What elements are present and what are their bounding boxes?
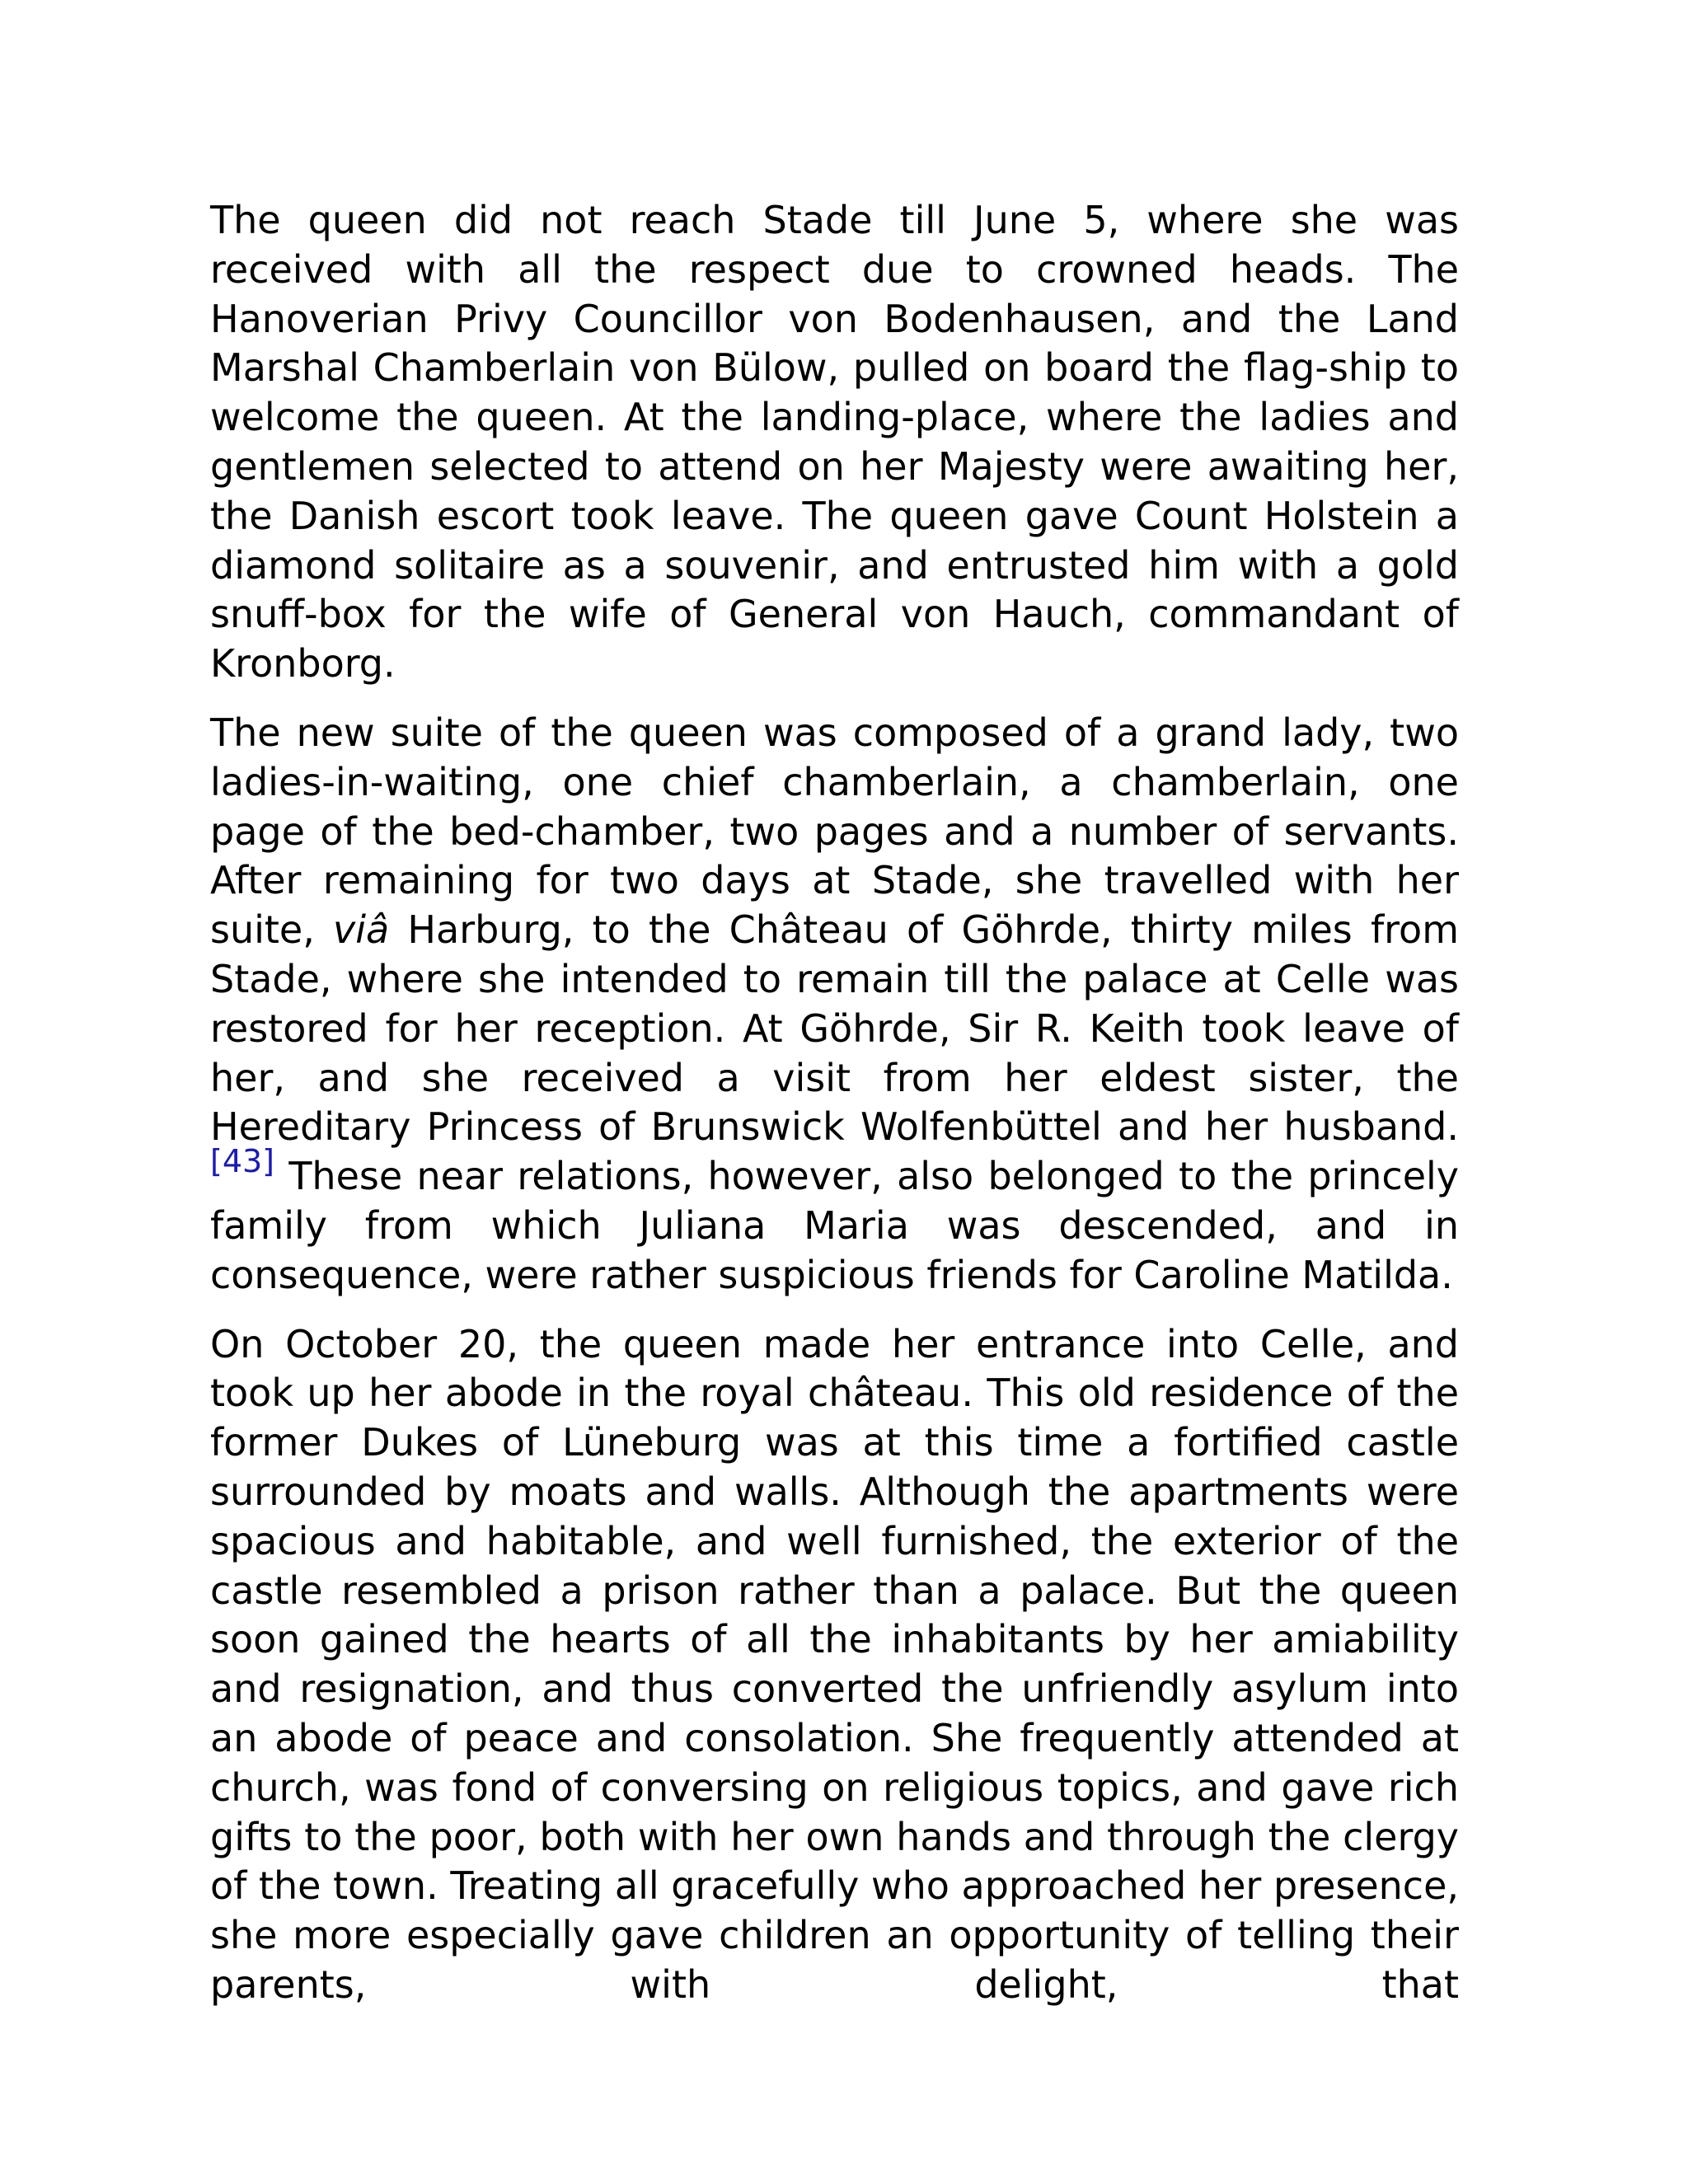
paragraph-text: These near relations, however, also belonged to the princely family from which Juliana Maria was descended, and in consequence, were rather suspicious friends for Caroline Matilda.: [210, 1154, 1459, 1297]
paragraph-stade-arrival: The queen did not reach Stade till June 5, where she was received with all the respect due to crowned heads. The Hanoverian Privy Councillor von Bodenhausen, and the Land Marshal Chamberlain von Bülow, pulled on board the flag-ship to welcome the queen. At the landing-place, where the ladies and gentlemen selected to attend on her Majesty were awaiting her, the Danish escort took leave. The queen gave Count Holstein a diamond solitaire as a souvenir, and entrusted him with a gold snuff-box for the wife of General von Hauch, commandant of Kronborg.: [210, 198, 1459, 687]
paragraph-text: The new suite of the queen was composed of a grand lady, two ladies-in-waiting, one chief chamberlain, a chamberlain, one page of the bed-chamber, two pages and a number of servants. After remaining for two days at Stade, she travelled with her suite,: [210, 710, 1459, 953]
paragraph-new-suite: [210, 709, 1459, 1301]
italic-text: viâ: [333, 907, 390, 953]
paragraph-celle-entrance: On October 20, the queen made her entrance into Celle, and took up her abode in the royal château. This old residence of the former Dukes of Lüneburg was at this time a fortified castle surrounded by moats and walls. Although the apartments were spacious and habitable, and well furnished, the exterior of the castle resembled a prison rather than a palace. But the queen soon gained the hearts of all the inhabitants by her amiability and resignation, and thus converted the unfriendly asylum into an abode of peace and consolation. She frequently attended at church, was fond of conversing on religious topics, and gave rich gifts to the poor, both with her own hands and through the clergy of the town. Treating all gracefully who approached her presence, she more especially gave children an opportunity of telling their parents, with delight, that: [210, 1321, 1459, 2007]
footnote-link[interactable]: [43]: [210, 1143, 275, 1180]
document-page: [210, 196, 1459, 2010]
paragraph-text: Harburg, to the Château of Göhrde, thirty miles from Stade, where she intended to remain till the palace at Celle was restored for her reception. At Göhrde, Sir R. Keith took leave of her, and she received a visit from her eldest sister, the Hereditary Princess of Brunswick Wolfenbüttel and her husband.: [210, 907, 1459, 1150]
